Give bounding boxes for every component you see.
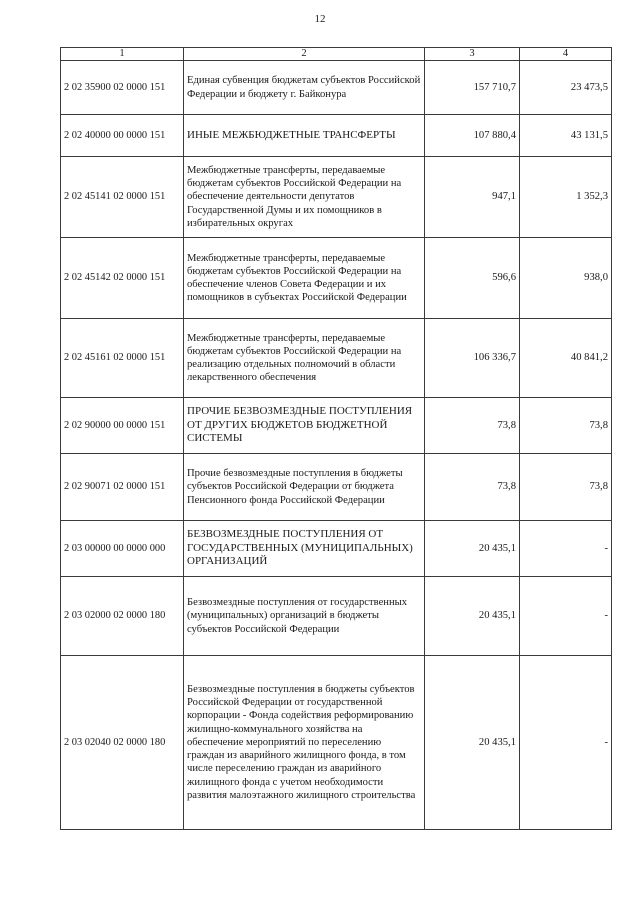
item-name: Межбюджетные трансферты, передаваемые бюджетам субъектов Российской Федерации на реализацию отдельных полномочий в области лекарственного обеспечения: [184, 319, 425, 398]
amount-col3: 596,6: [425, 238, 520, 319]
amount-col4: 43 131,5: [520, 115, 612, 157]
item-name: Безвозмездные поступления в бюджеты субъектов Российской Федерации от государственной корпорации - Фонда содействия реформированию жилищно-коммунального хозяйства на обеспечение мероприятий по переселению граждан из аварийного жилищного фонда, в том числе переселению граждан из аварийного жилищного фонда с учетом необходимости развития малоэтажного жилищного строительства: [184, 656, 425, 830]
item-name: Межбюджетные трансферты, передаваемые бюджетам субъектов Российской Федерации на обеспечение деятельности депутатов Государственной Думы и их помощников в избирательных округах: [184, 157, 425, 238]
budget-table: [60, 47, 612, 830]
table-row: [61, 656, 612, 830]
amount-col3: 947,1: [425, 157, 520, 238]
budget-code: 2 03 00000 00 0000 000: [61, 521, 184, 577]
amount-col3: 20 435,1: [425, 521, 520, 577]
amount-col3: 107 880,4: [425, 115, 520, 157]
budget-code: 2 02 90071 02 0000 151: [61, 454, 184, 521]
table-row: [61, 157, 612, 238]
column-header-3: 3: [425, 48, 520, 61]
table-row: [61, 115, 612, 157]
column-header-2: 2: [184, 48, 425, 61]
item-name: Единая субвенция бюджетам субъектов Российской Федерации и бюджету г. Байконура: [184, 61, 425, 115]
item-name: ПРОЧИЕ БЕЗВОЗМЕЗДНЫЕ ПОСТУПЛЕНИЯ ОТ ДРУГИХ БЮДЖЕТОВ БЮДЖЕТНОЙ СИСТЕМЫ: [184, 398, 425, 454]
column-header-1: 1: [61, 48, 184, 61]
amount-col4: 23 473,5: [520, 61, 612, 115]
budget-code: 2 02 90000 00 0000 151: [61, 398, 184, 454]
table-row: [61, 577, 612, 656]
amount-col3: 106 336,7: [425, 319, 520, 398]
amount-col4: -: [520, 521, 612, 577]
budget-code: 2 02 45161 02 0000 151: [61, 319, 184, 398]
table-row: [61, 238, 612, 319]
budget-code: 2 03 02040 02 0000 180: [61, 656, 184, 830]
budget-code: 2 02 35900 02 0000 151: [61, 61, 184, 115]
amount-col4: 73,8: [520, 398, 612, 454]
amount-col3: 20 435,1: [425, 656, 520, 830]
amount-col3: 73,8: [425, 398, 520, 454]
item-name: Безвозмездные поступления от государственных (муниципальных) организаций в бюджеты субъектов Российской Федерации: [184, 577, 425, 656]
table-row: [61, 521, 612, 577]
table-row: [61, 61, 612, 115]
amount-col3: 157 710,7: [425, 61, 520, 115]
budget-code: 2 03 02000 02 0000 180: [61, 577, 184, 656]
budget-code: 2 02 40000 00 0000 151: [61, 115, 184, 157]
item-name: БЕЗВОЗМЕЗДНЫЕ ПОСТУПЛЕНИЯ ОТ ГОСУДАРСТВЕННЫХ (МУНИЦИПАЛЬНЫХ) ОРГАНИЗАЦИЙ: [184, 521, 425, 577]
page-number: 12: [314, 13, 326, 25]
amount-col4: 1 352,3: [520, 157, 612, 238]
table-row: [61, 398, 612, 454]
amount-col4: 40 841,2: [520, 319, 612, 398]
amount-col4: -: [520, 577, 612, 656]
item-name: ИНЫЕ МЕЖБЮДЖЕТНЫЕ ТРАНСФЕРТЫ: [184, 115, 425, 157]
amount-col4: 73,8: [520, 454, 612, 521]
amount-col3: 73,8: [425, 454, 520, 521]
item-name: Межбюджетные трансферты, передаваемые бюджетам субъектов Российской Федерации на обеспечение членов Совета Федерации и их помощников в субъектах Российской Федерации: [184, 238, 425, 319]
table-header-row: [61, 48, 612, 61]
column-header-4: 4: [520, 48, 612, 61]
table-row: [61, 454, 612, 521]
budget-code: 2 02 45141 02 0000 151: [61, 157, 184, 238]
budget-code: 2 02 45142 02 0000 151: [61, 238, 184, 319]
amount-col4: 938,0: [520, 238, 612, 319]
table-row: [61, 319, 612, 398]
amount-col3: 20 435,1: [425, 577, 520, 656]
item-name: Прочие безвозмездные поступления в бюджеты субъектов Российской Федерации от бюджета Пенсионного фонда Российской Федерации: [184, 454, 425, 521]
amount-col4: -: [520, 656, 612, 830]
